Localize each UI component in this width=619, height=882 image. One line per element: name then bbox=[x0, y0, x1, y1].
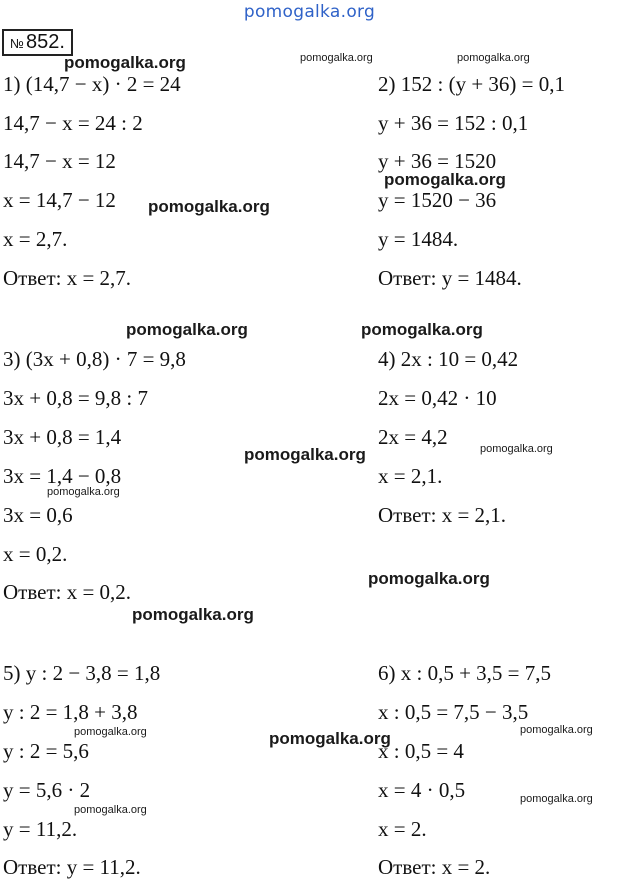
problem-number: 852. bbox=[25, 31, 65, 53]
p6-line-4: x = 4 · 0,5 bbox=[378, 778, 466, 802]
p6-line-1: 6) x : 0,5 + 3,5 = 7,5 bbox=[378, 661, 552, 685]
p3-line-2: 3x + 0,8 = 9,8 : 7 bbox=[3, 386, 149, 410]
p4-line-2: 2x = 0,42 · 10 bbox=[378, 386, 497, 410]
p4-answer: Ответ: x = 2,1. bbox=[378, 503, 507, 527]
p2-line-4: y = 1520 − 36 bbox=[378, 188, 497, 212]
watermark: pomogalka.org bbox=[361, 320, 483, 339]
p3-line-5: 3x = 0,6 bbox=[3, 503, 73, 527]
watermark: pomogalka.org bbox=[47, 486, 120, 498]
p4-line-4: x = 2,1. bbox=[378, 464, 443, 488]
watermark: pomogalka.org bbox=[64, 53, 186, 72]
p5-line-3: y : 2 = 5,6 bbox=[3, 739, 89, 763]
p5-line-5: y = 11,2. bbox=[3, 817, 78, 841]
p3-line-3: 3x + 0,8 = 1,4 bbox=[3, 425, 122, 449]
watermark: pomogalka.org bbox=[126, 320, 248, 339]
p3-line-1: 3) (3x + 0,8) · 7 = 9,8 bbox=[3, 347, 186, 371]
p5-line-1: 5) y : 2 − 3,8 = 1,8 bbox=[3, 661, 161, 685]
p1-line-4: x = 14,7 − 12 bbox=[3, 188, 116, 212]
p1-line-5: x = 2,7. bbox=[3, 227, 68, 251]
p5-line-2: y : 2 = 1,8 + 3,8 bbox=[3, 700, 138, 724]
p2-answer: Ответ: y = 1484. bbox=[378, 266, 522, 290]
p1-answer: Ответ: x = 2,7. bbox=[3, 266, 132, 290]
watermark: pomogalka.org bbox=[384, 170, 506, 189]
p3-line-4: 3x = 1,4 − 0,8 bbox=[3, 464, 122, 488]
watermark: pomogalka.org bbox=[520, 724, 593, 736]
p1-line-1: 1) (14,7 − x) · 2 = 24 bbox=[3, 72, 181, 96]
p5-answer: Ответ: y = 11,2. bbox=[3, 855, 141, 879]
p2-line-5: y = 1484. bbox=[378, 227, 459, 251]
watermark: pomogalka.org bbox=[457, 52, 530, 64]
p6-line-3: x : 0,5 = 4 bbox=[378, 739, 464, 763]
site-watermark-top: pomogalka.org bbox=[243, 2, 376, 22]
watermark: pomogalka.org bbox=[74, 804, 147, 816]
p6-answer: Ответ: x = 2. bbox=[378, 855, 491, 879]
p1-line-3: 14,7 − x = 12 bbox=[3, 149, 116, 173]
p3-line-6: x = 0,2. bbox=[3, 542, 68, 566]
p3-answer: Ответ: x = 0,2. bbox=[3, 580, 132, 604]
watermark: pomogalka.org bbox=[368, 569, 490, 588]
watermark: pomogalka.org bbox=[480, 443, 553, 455]
watermark: pomogalka.org bbox=[74, 726, 147, 738]
watermark: pomogalka.org bbox=[132, 605, 254, 624]
p1-line-2: 14,7 − x = 24 : 2 bbox=[3, 111, 143, 135]
number-sign: № bbox=[10, 36, 24, 51]
watermark: pomogalka.org bbox=[520, 793, 593, 805]
p5-line-4: y = 5,6 · 2 bbox=[3, 778, 91, 802]
p4-line-3: 2x = 4,2 bbox=[378, 425, 448, 449]
watermark: pomogalka.org bbox=[300, 52, 373, 64]
watermark: pomogalka.org bbox=[148, 197, 270, 216]
watermark: pomogalka.org bbox=[244, 445, 366, 464]
problem-number-box bbox=[2, 29, 73, 56]
p2-line-3: y + 36 = 1520 bbox=[378, 149, 497, 173]
p2-line-1: 2) 152 : (y + 36) = 0,1 bbox=[378, 72, 566, 96]
watermark: pomogalka.org bbox=[269, 729, 391, 748]
p2-line-2: y + 36 = 152 : 0,1 bbox=[378, 111, 529, 135]
p6-line-5: x = 2. bbox=[378, 817, 427, 841]
p4-line-1: 4) 2x : 10 = 0,42 bbox=[378, 347, 519, 371]
p6-line-2: x : 0,5 = 7,5 − 3,5 bbox=[378, 700, 529, 724]
